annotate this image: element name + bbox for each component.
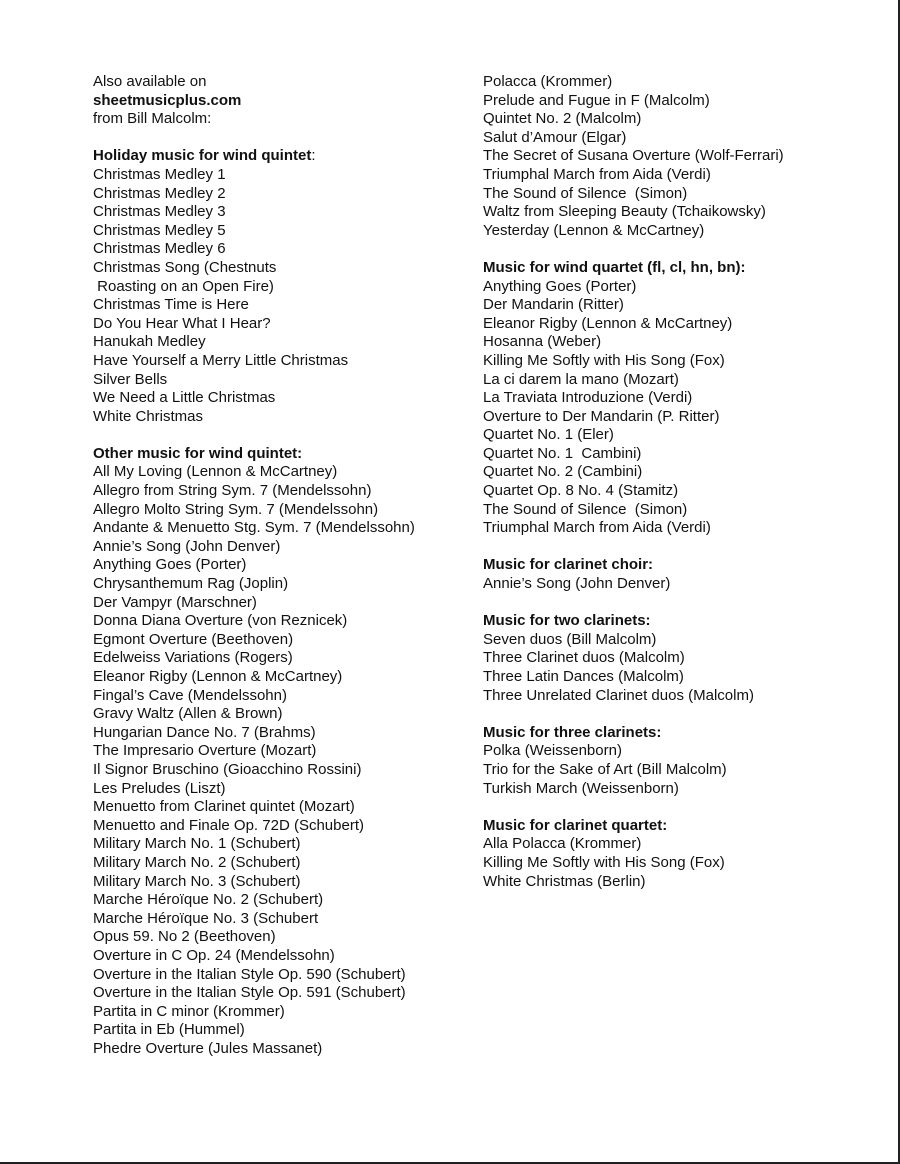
three-clarinets-list bbox=[483, 742, 883, 798]
section-heading-wind-quartet: Music for wind quartet (fl, cl, hn, bn): bbox=[483, 258, 746, 276]
two-clarinets-list bbox=[483, 631, 883, 705]
heading-text: Holiday music for wind quintet bbox=[93, 147, 312, 165]
list-item: Il Signor Bruschino (Gioacchino Rossini) bbox=[93, 760, 362, 778]
list-item: Three Latin Dances (Malcolm) bbox=[483, 668, 684, 685]
list-item: Opus 59. No 2 (Beethoven) bbox=[93, 928, 276, 946]
list-item: Fingal’s Cave (Mendelssohn) bbox=[93, 686, 287, 704]
list-item: Yesterday (Lennon & McCartney) bbox=[483, 221, 705, 239]
list-item: Annie’s Song (John Denver) bbox=[93, 537, 281, 555]
list-item: Christmas Time is Here bbox=[93, 296, 249, 314]
section-heading-holiday bbox=[93, 147, 473, 166]
list-item: Military March No. 2 (Schubert) bbox=[93, 853, 301, 871]
list-item: Christmas Medley 3 bbox=[93, 203, 226, 221]
list-item: Quintet No. 2 (Malcolm) bbox=[483, 110, 642, 128]
clarinet-choir-list bbox=[483, 575, 883, 594]
list-item: Donna Diana Overture (von Reznicek) bbox=[93, 612, 348, 630]
list-item: Quartet No. 2 (Cambini) bbox=[483, 463, 643, 481]
list-item: Trio for the Sake of Art (Bill Malcolm) bbox=[483, 760, 727, 778]
list-item: Do You Hear What I Hear? bbox=[93, 314, 271, 332]
list-item: Christmas Medley 2 bbox=[93, 184, 226, 202]
list-item: Les Preludes (Liszt) bbox=[93, 779, 226, 797]
list-item: Military March No. 3 (Schubert) bbox=[93, 872, 301, 890]
list-item: Silver Bells bbox=[93, 370, 168, 388]
heading-colon: : bbox=[311, 147, 316, 165]
list-item: White Christmas bbox=[93, 407, 204, 425]
list-item: Allegro Molto String Sym. 7 (Mendelssohn) bbox=[93, 500, 379, 518]
list-item: Polacca (Krommer) bbox=[483, 73, 613, 90]
list-item: Marche Héroïque No. 3 (Schubert bbox=[93, 909, 319, 927]
left-column bbox=[93, 73, 473, 1058]
list-item: Quartet Op. 8 No. 4 (Stamitz) bbox=[483, 482, 679, 500]
list-item: Three Clarinet duos (Malcolm) bbox=[483, 649, 685, 667]
list-item: Overture to Der Mandarin (P. Ritter) bbox=[483, 407, 720, 425]
list-item: Triumphal March from Aida (Verdi) bbox=[483, 165, 711, 183]
wind-quartet-list bbox=[483, 278, 883, 538]
list-item: Overture in the Italian Style Op. 590 (Schubert) bbox=[93, 965, 406, 983]
section-heading-other: Other music for wind quintet: bbox=[93, 444, 303, 462]
other-list bbox=[93, 463, 473, 1058]
list-item: Christmas Medley 5 bbox=[93, 221, 226, 239]
list-item: Overture in C Op. 24 (Mendelssohn) bbox=[93, 946, 335, 964]
list-item: Partita in C minor (Krommer) bbox=[93, 1002, 285, 1020]
list-item: Eleanor Rigby (Lennon & McCartney) bbox=[483, 314, 733, 332]
list-item: Overture in the Italian Style Op. 591 (Schubert) bbox=[93, 984, 406, 1002]
list-item: Triumphal March from Aida (Verdi) bbox=[483, 519, 711, 537]
list-item: Marche Héroïque No. 2 (Schubert) bbox=[93, 891, 324, 909]
list-item: Der Mandarin (Ritter) bbox=[483, 296, 624, 314]
spacer bbox=[483, 594, 883, 613]
section-heading-three-clarinets: Music for three clarinets: bbox=[483, 723, 662, 741]
list-item: Roasting on an Open Fire) bbox=[93, 277, 274, 295]
list-item: La ci darem la mano (Mozart) bbox=[483, 370, 679, 388]
list-item: Turkish March (Weissenborn) bbox=[483, 779, 679, 797]
list-item: Eleanor Rigby (Lennon & McCartney) bbox=[93, 668, 343, 685]
list-item: Alla Polacca (Krommer) bbox=[483, 835, 642, 853]
list-item: Seven duos (Bill Malcolm) bbox=[483, 630, 657, 648]
list-item: Phedre Overture (Jules Massanet) bbox=[93, 1039, 323, 1057]
list-item: The Impresario Overture (Mozart) bbox=[93, 742, 317, 760]
spacer bbox=[93, 129, 473, 148]
spacer bbox=[93, 426, 473, 445]
list-item: Military March No. 1 (Schubert) bbox=[93, 835, 301, 853]
list-item: Menuetto from Clarinet quintet (Mozart) bbox=[93, 798, 355, 816]
intro-line: from Bill Malcolm: bbox=[93, 110, 212, 128]
list-item: Christmas Song (Chestnuts bbox=[93, 258, 277, 276]
list-item: Salut d’Amour (Elgar) bbox=[483, 128, 627, 146]
list-item: Christmas Medley 1 bbox=[93, 165, 226, 183]
list-item: Gravy Waltz (Allen & Brown) bbox=[93, 705, 283, 723]
list-item: Partita in Eb (Hummel) bbox=[93, 1021, 245, 1039]
list-item: Quartet No. 1 Cambini) bbox=[483, 444, 642, 462]
list-item: Egmont Overture (Beethoven) bbox=[93, 630, 294, 648]
list-item: Anything Goes (Porter) bbox=[483, 277, 637, 295]
list-item: The Secret of Susana Overture (Wolf-Ferrari) bbox=[483, 147, 784, 165]
section-heading-two-clarinets: Music for two clarinets: bbox=[483, 612, 651, 630]
list-item: Three Unrelated Clarinet duos (Malcolm) bbox=[483, 686, 754, 704]
list-item: Menuetto and Finale Op. 72D (Schubert) bbox=[93, 816, 364, 834]
list-item: Christmas Medley 6 bbox=[93, 240, 226, 258]
spacer bbox=[483, 240, 883, 259]
list-item: Polka (Weissenborn) bbox=[483, 742, 622, 760]
list-item: Allegro from String Sym. 7 (Mendelssohn) bbox=[93, 482, 372, 500]
list-item: The Sound of Silence (Simon) bbox=[483, 500, 688, 518]
intro-site: sheetmusicplus.com bbox=[93, 91, 242, 109]
list-item: Killing Me Softly with His Song (Fox) bbox=[483, 351, 725, 369]
list-item: Killing Me Softly with His Song (Fox) bbox=[483, 853, 725, 871]
list-item: Chrysanthemum Rag (Joplin) bbox=[93, 575, 289, 593]
clarinet-quartet-list bbox=[483, 835, 883, 891]
list-item: White Christmas (Berlin) bbox=[483, 872, 646, 890]
list-item: All My Loving (Lennon & McCartney) bbox=[93, 463, 338, 481]
section-heading-clarinet-choir: Music for clarinet choir: bbox=[483, 556, 654, 574]
list-item: Have Yourself a Merry Little Christmas bbox=[93, 351, 349, 369]
list-item: The Sound of Silence (Simon) bbox=[483, 184, 688, 202]
list-item: Hosanna (Weber) bbox=[483, 333, 602, 351]
list-item: Anything Goes (Porter) bbox=[93, 556, 247, 574]
spacer bbox=[483, 538, 883, 557]
list-item: Edelweiss Variations (Rogers) bbox=[93, 649, 293, 667]
intro-line: Also available on bbox=[93, 73, 207, 90]
right-column bbox=[483, 73, 883, 891]
other-continued-list bbox=[483, 73, 883, 240]
list-item: Andante & Menuetto Stg. Sym. 7 (Mendelssohn) bbox=[93, 519, 415, 537]
spacer bbox=[483, 705, 883, 724]
list-item: We Need a Little Christmas bbox=[93, 389, 276, 407]
list-item: Prelude and Fugue in F (Malcolm) bbox=[483, 91, 710, 109]
list-item: Quartet No. 1 (Eler) bbox=[483, 426, 614, 444]
list-item: Waltz from Sleeping Beauty (Tchaikowsky) bbox=[483, 203, 766, 221]
list-item: La Traviata Introduzione (Verdi) bbox=[483, 389, 693, 407]
list-item: Hungarian Dance No. 7 (Brahms) bbox=[93, 723, 316, 741]
section-heading-clarinet-quartet: Music for clarinet quartet: bbox=[483, 816, 668, 834]
list-item: Der Vampyr (Marschner) bbox=[93, 593, 257, 611]
holiday-list bbox=[93, 166, 473, 426]
list-item: Hanukah Medley bbox=[93, 333, 206, 351]
spacer bbox=[483, 798, 883, 817]
list-item: Annie’s Song (John Denver) bbox=[483, 575, 671, 593]
